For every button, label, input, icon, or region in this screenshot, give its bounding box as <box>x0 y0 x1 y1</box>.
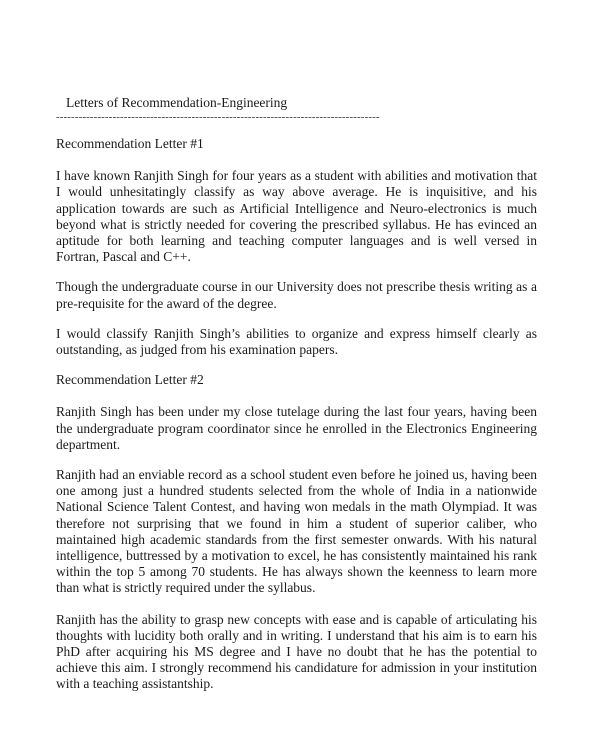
letter-2-paragraph-2: Ranjith had an enviable record as a school student even before he joined us, having been one among just a hundred students selected from the whole of India in a nationwide National Science Talent Contest, and having won medals in the math Olympiad. It was therefore not surprising that we found in him a student of superior caliber, who maintained high academic standards from the first semester onwards. With his natural intelligence, buttressed by a motivation to excel, he has consistently maintained his rank within the top 5 among 70 students. He has always shown the keenness to learn more than what is strictly required under the syllabus. <box>56 467 537 596</box>
letter-2-paragraph-3: Ranjith has the ability to grasp new concepts with ease and is capable of articulating his thoughts with lucidity both orally and in writing. I understand that his aim is to earn his PhD after acquiring his MS degree and I have no doubt that he has the potential to achieve this aim. I strongly recommend his candidature for admission in your institution with a teaching assistantship. <box>56 611 537 692</box>
letter-1-paragraph-1: I have known Ranjith Singh for four years as a student with abilities and motivation that I would unhesitatingly classify as way above average. He is inquisitive, and his application towards are such as Artificial Intelligence and Neuro-electronics is much beyond what is strictly needed for covering the prescribed syllabus. He has evinced an aptitude for both learning and teaching computer languages and is well versed in Fortran, Pascal and C++. <box>56 168 537 265</box>
document-title: Letters of Recommendation-Engineering <box>66 95 288 110</box>
letter-2-heading: Recommendation Letter #2 <box>56 372 204 388</box>
document-body <box>56 136 537 707</box>
title-divider: -------------------------------------------------------------------------------------- <box>56 111 380 123</box>
letter-1-paragraph-3: I would classify Ranjith Singh’s abilities to organize and express himself clearly as outstanding, as judged from his examination papers. <box>56 325 537 358</box>
letter-2-paragraph-1: Ranjith Singh has been under my close tutelage during the last four years, having been the undergraduate program coordinator since he enrolled in the Electronics Engineering department. <box>56 404 537 452</box>
letter-1-paragraph-2: Though the undergraduate course in our University does not prescribe thesis writing as a pre-requisite for the award of the degree. <box>56 279 537 311</box>
letter-1-heading: Recommendation Letter #1 <box>56 136 204 151</box>
